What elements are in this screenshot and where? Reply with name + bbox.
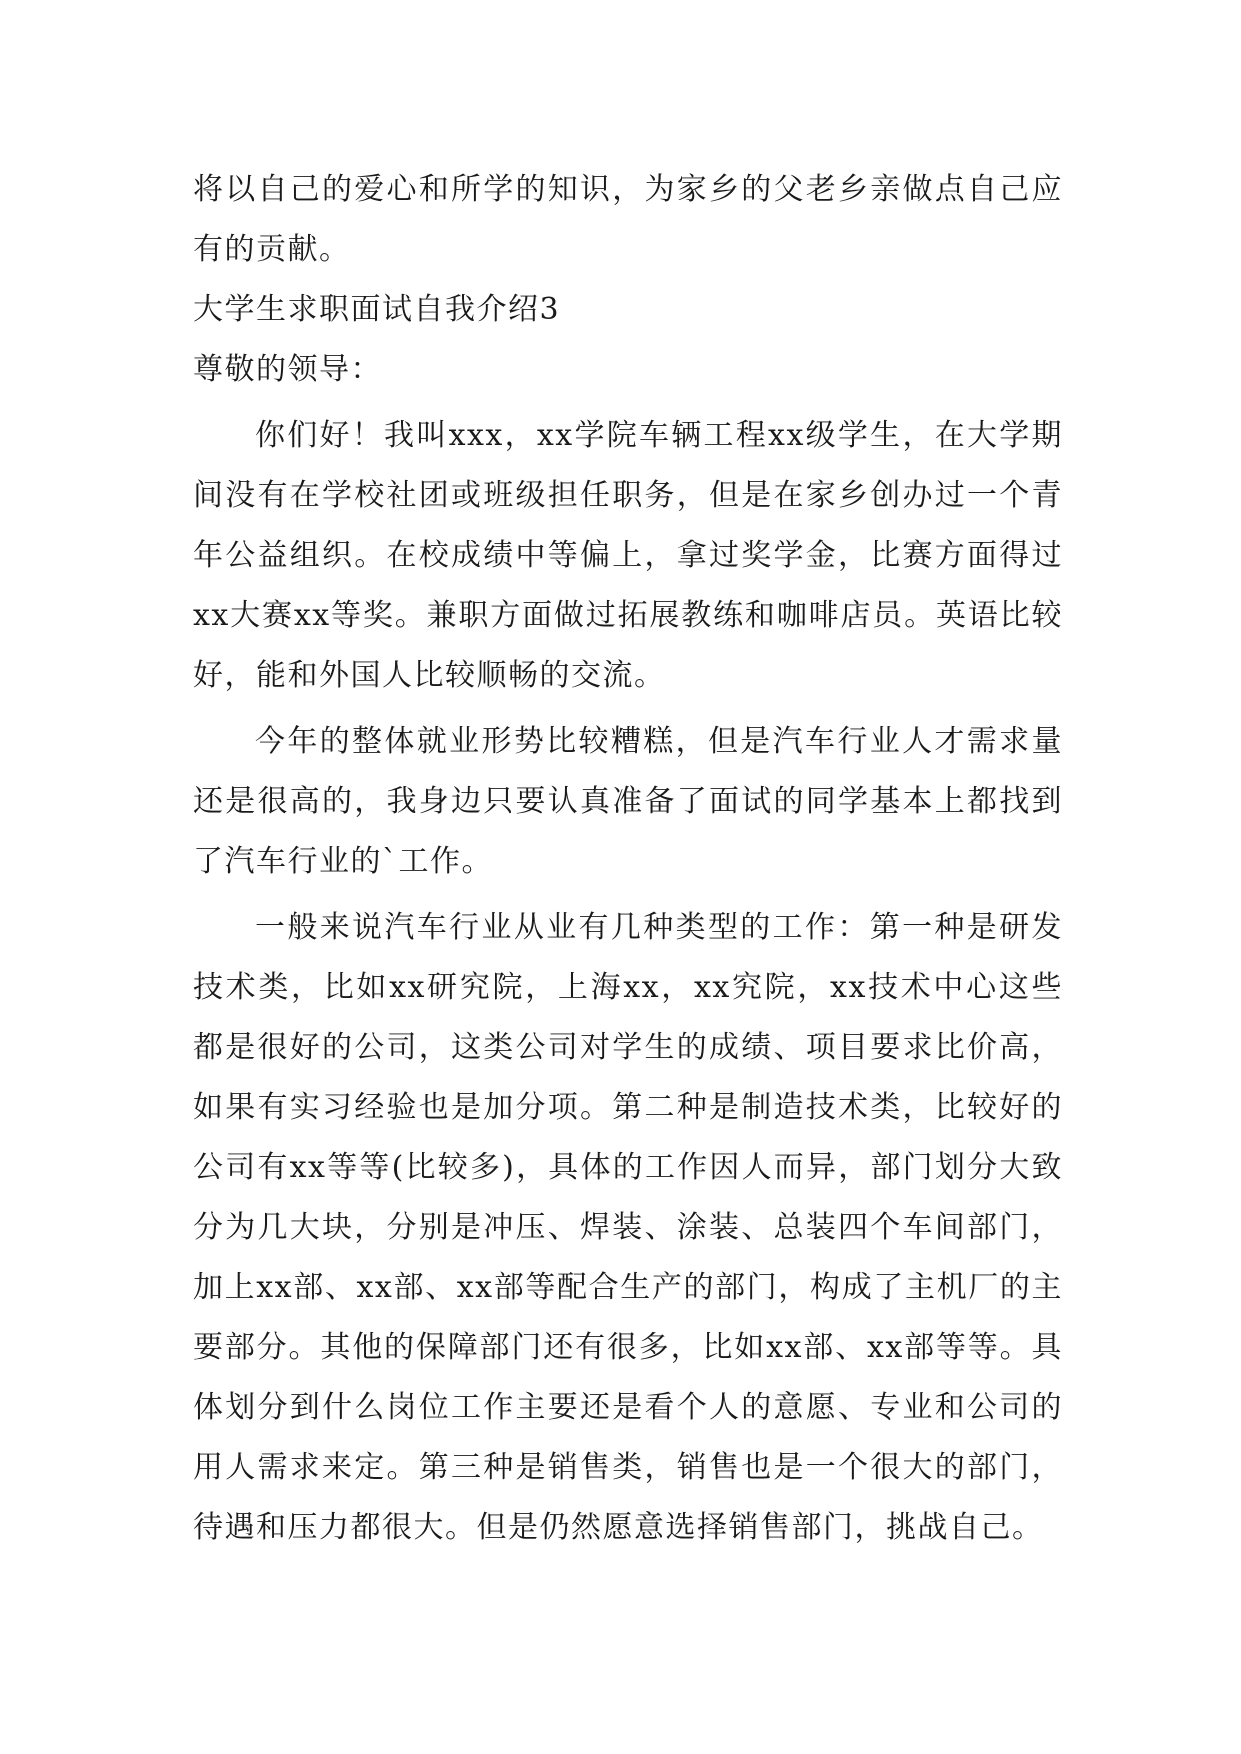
salutation: 尊敬的领导： — [193, 352, 382, 387]
carry-over-paragraph: 将以自己的爱心和所学的知识，为家乡的父老乡亲做点自己应有的贡献。 — [193, 172, 1063, 267]
paragraph-job-market: 今年的整体就业形势比较糟糕，但是汽车行业人才需求量还是很高的，我身边只要认真准备了面试的同学基本上都找到了汽车行业的`工作。 — [193, 724, 1063, 879]
paragraph-introduction: 你们好！我叫xxx，xx学院车辆工程xx级学生，在大学期间没有在学校社团或班级担任职务，但是在家乡创办过一个青年公益组织。在校成绩中等偏上，拿过奖学金，比赛方面得过xx大赛xx等奖。兼职方面做过拓展教练和咖啡店员。英语比较好，能和外国人比较顺畅的交流。 — [193, 418, 1063, 693]
section-heading: 大学生求职面试自我介绍3 — [193, 292, 561, 327]
paragraph-job-types: 一般来说汽车行业从业有几种类型的工作：第一种是研发技术类，比如xx研究院，上海xx，xx究院，xx技术中心这些都是很好的公司，这类公司对学生的成绩、项目要求比价高，如果有实习经验也是加分项。第二种是制造技术类，比较好的公司有xx等等(比较多)，具体的工作因人而异，部门划分大致分为几大块，分别是冲压、焊装、涂装、总装四个车间部门，加上xx部、xx部、xx部等配合生产的部门，构成了主机厂的主要部分。其他的保障部门还有很多，比如xx部、xx部等等。具体划分到什么岗位工作主要还是看个人的意愿、专业和公司的用人需求来定。第三种是销售类，销售也是一个很大的部门，待遇和压力都很大。但是仍然愿意选择销售部门，挑战自己。 — [193, 910, 1063, 1545]
document-body — [193, 160, 1063, 1558]
